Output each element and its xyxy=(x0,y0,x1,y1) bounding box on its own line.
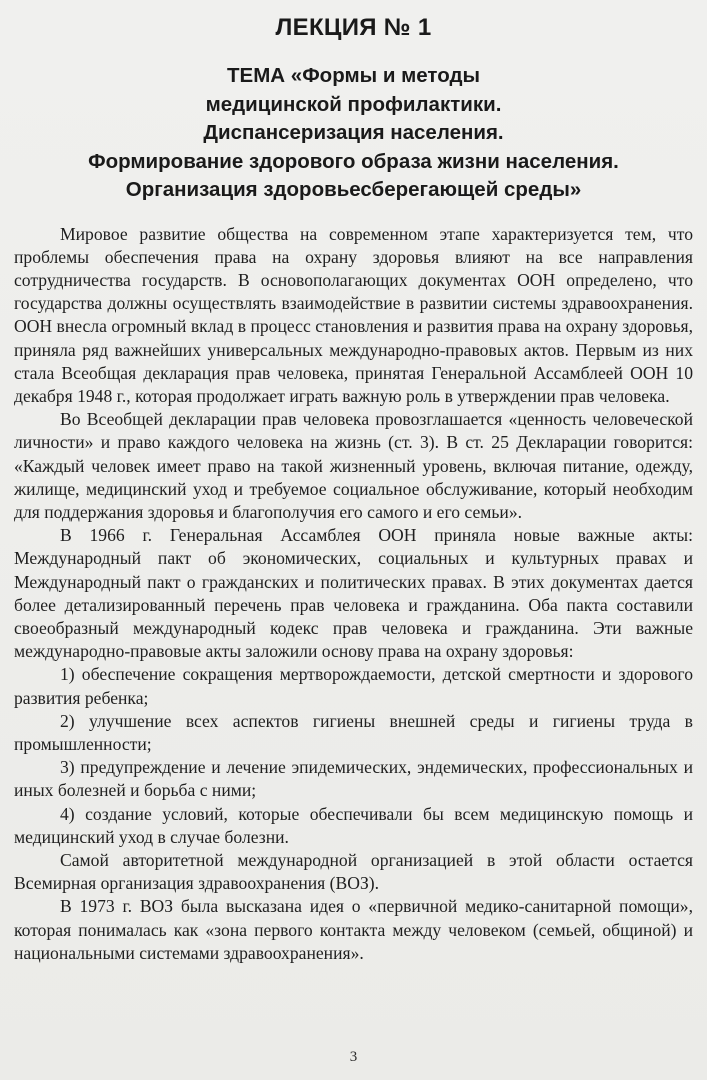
lecture-title: ЛЕКЦИЯ № 1 xyxy=(275,14,432,41)
list-item: 2) улучшение всех аспектов гигиены внешней среды и гигиены труда в промышленности; xyxy=(14,710,693,754)
list-item: 3) предупреждение и лечение эпидемических, эндемических, профессиональных и иных болезней и борьба с ними; xyxy=(14,757,693,801)
list-item: 1) обеспечение сокращения мертворождаемости, детской смертности и здорового развития ребенка; xyxy=(14,664,693,708)
paragraph: Самой авторитетной международной организацией в этой области остается Всемирная организация здравоохранения (ВОЗ). xyxy=(14,849,693,894)
paragraph: В 1973 г. ВОЗ была высказана идея о «первичной медико-санитарной помощи», которая понималась как «зона первого контакта между человеком (семьей, общиной) и национальными системами здравоохранения». xyxy=(14,896,693,963)
paragraph: Мировое развитие общества на современном этапе характеризуется тем, что проблемы обеспечения права на охрану здоровья влияют на все направления сотрудничества государств. В основополагающих документах ООН определено, что государства должны осуществлять взаимодействие в развитии системы здравоохранения. ООН внесла огромный вклад в процесс становления и развития права на охрану здоровья, приняла ряд важнейших универсальных международно-правовых актов. Первым из них стала Всеобщая декларация прав человека, принятая Генеральной Ассамблеей ООН 10 декабря 1948 г., которая продолжает играть важную роль в утверждении прав человека. xyxy=(14,223,693,406)
topic-line: Диспансеризация населения. xyxy=(203,121,504,144)
lecture-body xyxy=(14,223,693,966)
paragraph: Во Всеобщей декларации прав человека провозглашается «ценность человеческой личности» и право каждого человека на жизнь (ст. 3). В ст. 25 Декларации говорится: «Каждый человек имеет право на такой жизненный уровень, включая питание, одежду, жилище, медицинский уход и требуемое социальное обслуживание, который необходим для поддержания здоровья и благополучия его самого и его семьи». xyxy=(14,409,693,522)
paragraph: В 1966 г. Генеральная Ассамблея ООН приняла новые важные акты: Международный пакт об экономических, социальных и культурных правах и Международный пакт о гражданских и политических правах. В этих документах дается более детализированный перечень прав человека и гражданина. Оба пакта составили своеобразный международный кодекс прав человека и гражданина. Эти важные международно-правовые акты заложили основу права на охрану здоровья: xyxy=(14,525,693,662)
page-number: 3 xyxy=(349,1049,358,1065)
topic-line: медицинской профилактики. xyxy=(205,92,502,116)
topic-line: Формирование здорового образа жизни населения. xyxy=(88,149,619,173)
topic-line: ТЕМА «Формы и методы xyxy=(227,64,480,87)
topic-line: Организация здоровьесберегающей среды» xyxy=(125,178,582,201)
topic-heading xyxy=(14,62,693,205)
list-item: 4) создание условий, которые обеспечивали бы всем медицинскую помощь и медицинский уход в случае болезни. xyxy=(14,803,693,847)
